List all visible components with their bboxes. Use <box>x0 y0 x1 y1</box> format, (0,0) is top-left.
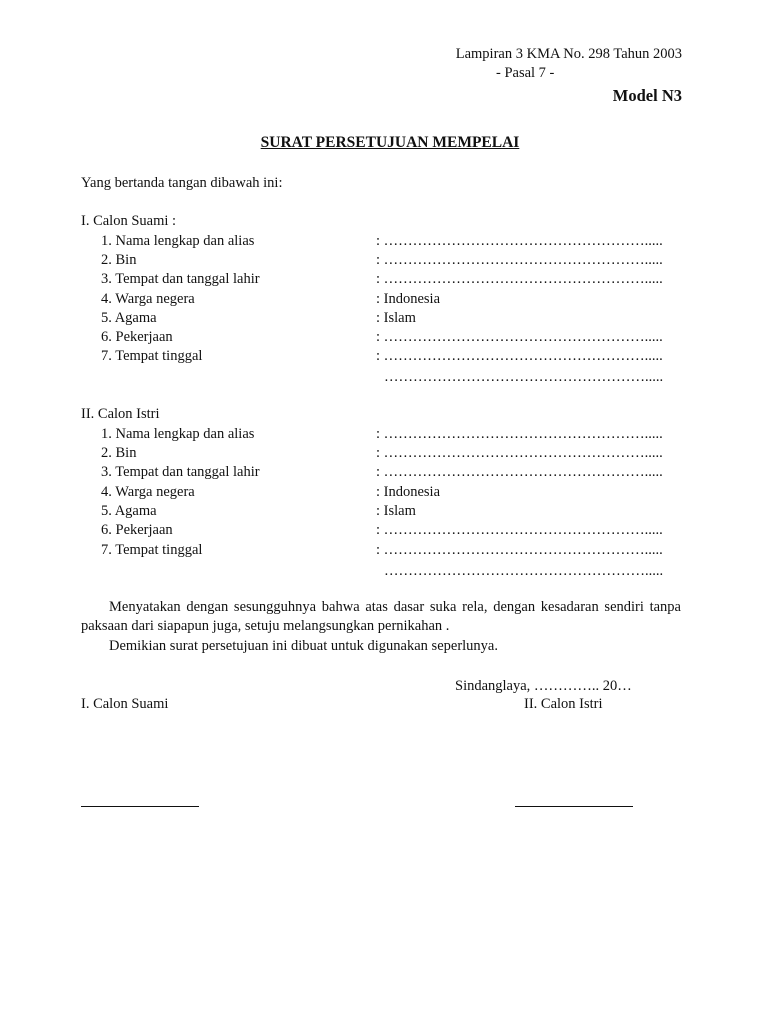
istri-label-bin: 2. Bin <box>101 445 137 461</box>
suami-label-warga: 4. Warga negera <box>101 291 195 307</box>
suami-label-ttl: 3. Tempat dan tanggal lahir <box>101 271 260 287</box>
istri-label-warga: 4. Warga negera <box>101 484 195 500</box>
suami-value-nama: : ………………………………………………..... <box>376 233 663 249</box>
suami-tempat-tinggal-continuation: ………………………………………………..... <box>384 369 664 385</box>
pasal-reference: - Pasal 7 - <box>496 65 555 81</box>
document-title: SURAT PERSETUJUAN MEMPELAI <box>260 134 520 151</box>
model-label: Model N3 <box>612 86 682 105</box>
suami-value-ttl: : ………………………………………………..... <box>376 271 663 287</box>
signature-line-suami <box>81 806 199 807</box>
istri-section-heading: II. Calon Istri <box>81 406 160 422</box>
suami-label-pekerjaan: 6. Pekerjaan <box>101 329 173 345</box>
istri-value-bin: : ………………………………………………..... <box>376 445 663 461</box>
istri-label-nama: 1. Nama lengkap dan alias <box>101 426 255 442</box>
istri-value-warga: : Indonesia <box>376 484 441 500</box>
istri-label-pekerjaan: 6. Pekerjaan <box>101 522 173 538</box>
suami-label-nama: 1. Nama lengkap dan alias <box>101 233 255 249</box>
intro-text: Yang bertanda tangan dibawah ini: <box>81 175 283 191</box>
closing-paragraph: Demikian surat persetujuan ini dibuat untuk digunakan seperlunya. <box>109 638 498 654</box>
signature-line-istri <box>515 806 633 807</box>
suami-label-tempat-tinggal: 7. Tempat tinggal <box>101 348 203 364</box>
suami-label-agama: 5. Agama <box>101 310 157 326</box>
statement-paragraph: Menyatakan dengan sesungguhnya bahwa atas dasar suka rela, dengan kesadaran sendiri tanpa paksaan dari siapapun juga, setuju melangsungkan pernikahan . <box>81 599 681 634</box>
istri-value-agama: : Islam <box>376 503 416 519</box>
suami-section-heading: I. Calon Suami : <box>81 213 177 229</box>
istri-value-nama: : ………………………………………………..... <box>376 426 663 442</box>
suami-label-bin: 2. Bin <box>101 252 137 268</box>
istri-label-tempat-tinggal: 7. Tempat tinggal <box>101 542 203 558</box>
lampiran-reference: Lampiran 3 KMA No. 298 Tahun 2003 <box>455 46 682 62</box>
signature-label-istri: II. Calon Istri <box>524 696 603 712</box>
istri-label-ttl: 3. Tempat dan tanggal lahir <box>101 464 260 480</box>
istri-value-pekerjaan: : ………………………………………………..... <box>376 522 663 538</box>
suami-value-tempat-tinggal: : ………………………………………………..... <box>376 348 663 364</box>
istri-value-ttl: : ………………………………………………..... <box>376 464 663 480</box>
istri-tempat-tinggal-continuation: ………………………………………………..... <box>384 563 664 579</box>
istri-value-tempat-tinggal: : ………………………………………………..... <box>376 542 663 558</box>
suami-value-warga: : Indonesia <box>376 291 441 307</box>
signature-label-suami: I. Calon Suami <box>81 696 169 712</box>
suami-value-bin: : ………………………………………………..... <box>376 252 663 268</box>
istri-label-agama: 5. Agama <box>101 503 157 519</box>
place-date: Sindanglaya, ………….. 20… <box>455 678 632 694</box>
suami-value-agama: : Islam <box>376 310 416 326</box>
suami-value-pekerjaan: : ………………………………………………..... <box>376 329 663 345</box>
